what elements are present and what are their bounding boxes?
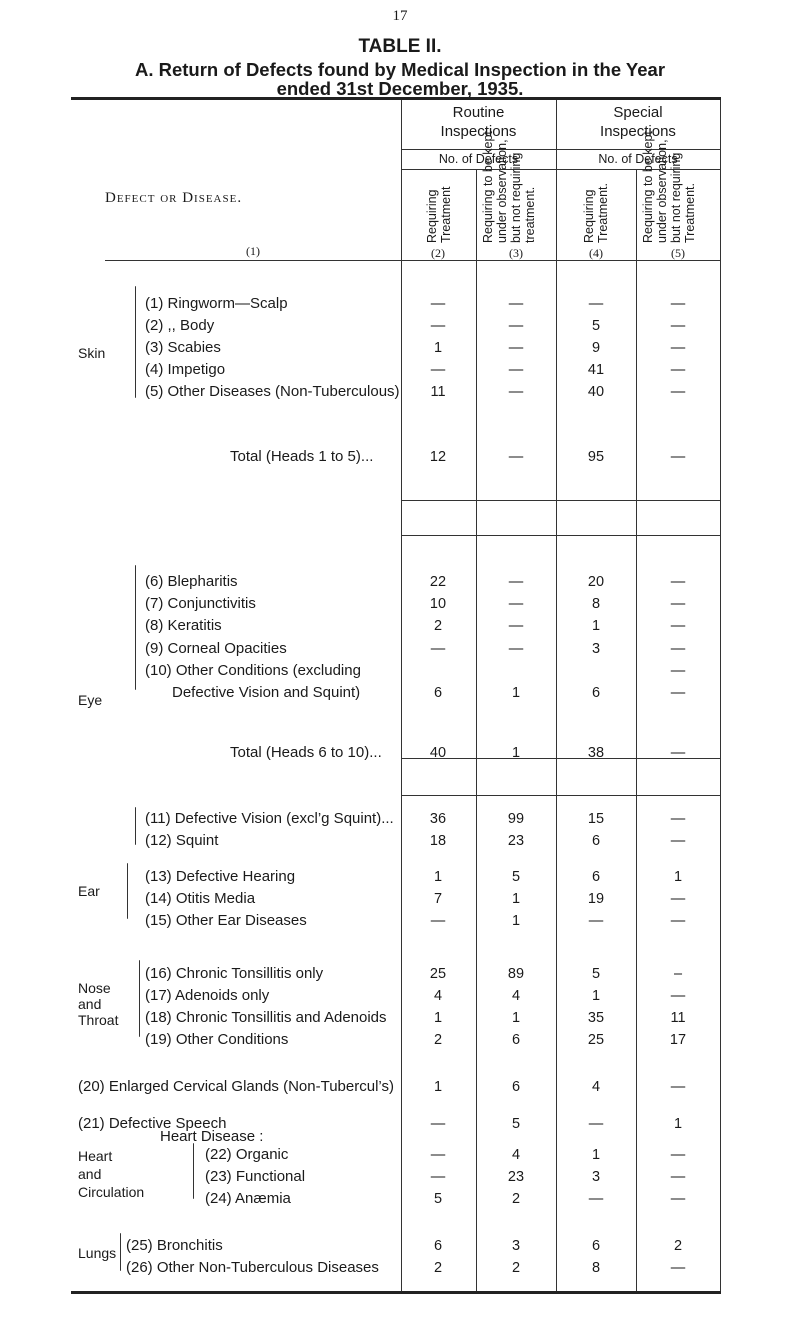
cell-col2: 4 [433, 988, 443, 1004]
category-lungs: Lungs [78, 1245, 117, 1261]
cell-col3: — [508, 296, 524, 312]
table-subtitle [0, 60, 800, 98]
cell-col4: — [588, 913, 604, 929]
rule-v-7 [720, 100, 721, 1291]
cell-col4: 3 [591, 1169, 601, 1185]
col3-header-line3: but not requiring [509, 152, 523, 243]
cell-col3: 3 [511, 1238, 521, 1254]
cell-col5: — [670, 641, 686, 657]
col-number-5: (5) [671, 246, 685, 260]
col4-header-line2: Treatment. [596, 183, 610, 243]
row-label: (1) Ringworm—Scalp [145, 295, 288, 312]
cell-col2: 1 [433, 340, 443, 356]
special-header-line2: Inspections [600, 123, 676, 140]
cell-col4: 35 [587, 1010, 605, 1026]
cell-col4: 9 [591, 340, 601, 356]
cell-col3: 23 [507, 833, 525, 849]
cell-col5: — [670, 384, 686, 400]
col3-header [481, 131, 537, 243]
col4-header [582, 183, 610, 243]
brace-vision [135, 807, 136, 845]
cell-col3: — [508, 384, 524, 400]
category-heart-line1: Heart [78, 1148, 113, 1164]
cell-col3: 6 [511, 1032, 521, 1048]
cell-col4: — [588, 1191, 604, 1207]
cell-col3: 23 [507, 1169, 525, 1185]
rule-total1-top [401, 500, 720, 501]
cell-col3: 1 [511, 1010, 521, 1026]
cell-col3: 1 [511, 891, 521, 907]
cell-col2: 2 [433, 1032, 443, 1048]
row-label: (4) Impetigo [145, 361, 226, 378]
cell-col5: 2 [673, 1238, 683, 1254]
row-label: (13) Defective Hearing [145, 868, 296, 885]
row-label: Total (Heads 1 to 5)... [230, 448, 374, 465]
col5-header-line2: under observation, [655, 139, 669, 243]
row-label: (8) Keratitis [145, 617, 222, 634]
cell-col2: 22 [429, 574, 447, 590]
cell-col2: 1 [433, 1079, 443, 1095]
special-no-of-defects: No. of Defects [598, 152, 678, 166]
cell-col3: 1 [511, 913, 521, 929]
category-nose-line2: and [78, 996, 102, 1012]
cell-col4: 41 [587, 362, 605, 378]
col5-header-line4: Treatment. [683, 183, 697, 243]
heart-disease-subheading: Heart Disease : [160, 1128, 264, 1145]
row-label: (17) Adenoids only [145, 987, 270, 1004]
col-number-2: (2) [431, 246, 445, 260]
col-number-3: (3) [509, 246, 523, 260]
cell-col2: — [430, 318, 446, 334]
cell-col5: — [670, 1169, 686, 1185]
cell-col4: 1 [591, 618, 601, 634]
cell-col3: 4 [511, 988, 521, 1004]
row-label: (26) Other Non-Tuberculous Diseases [126, 1259, 379, 1276]
brace-heart [193, 1143, 194, 1199]
row-label: (18) Chronic Tonsillitis and Adenoids [145, 1009, 387, 1026]
cell-col5: – [673, 966, 683, 982]
cell-col2: 11 [430, 384, 446, 400]
subtitle-line-1: A. Return of Defects found by Medical Inspection in the Year [134, 59, 666, 80]
col2-header-line1: Requiring [425, 189, 439, 243]
cell-col3: — [508, 596, 524, 612]
cell-col3: 2 [511, 1260, 521, 1276]
cell-col2: 12 [429, 449, 447, 465]
cell-col5: — [670, 574, 686, 590]
cell-col2: — [430, 362, 446, 378]
cell-col2: 1 [433, 869, 443, 885]
cell-col5: — [670, 596, 686, 612]
col3-header-line4: treatment. [523, 186, 537, 243]
cell-col2: — [430, 913, 446, 929]
category-skin: Skin [78, 345, 106, 361]
col5-header-line3: but not requiring [669, 152, 683, 243]
row-label: (16) Chronic Tonsillitis only [145, 965, 324, 982]
row-label: (2) ,, Body [145, 317, 215, 334]
rule-total1-bottom [401, 535, 720, 536]
cell-col4: 6 [591, 833, 601, 849]
row-label: Total (Heads 6 to 10)... [230, 744, 382, 761]
brace-lungs [120, 1233, 121, 1271]
special-header-line1: Special [613, 104, 663, 121]
category-eye: Eye [78, 692, 103, 708]
cell-col3: 99 [507, 811, 525, 827]
rule-total2-bottom [401, 795, 720, 796]
cell-col4: 8 [591, 596, 601, 612]
cell-col4: 5 [591, 966, 601, 982]
cell-col4: 40 [587, 384, 605, 400]
category-heart-line2: and [78, 1166, 102, 1182]
row-label: (7) Conjunctivitis [145, 595, 256, 612]
col3-header-line1: Requiring to be kept [481, 131, 495, 243]
brace-ear [127, 863, 128, 919]
cell-col5: — [670, 833, 686, 849]
brace-eye [135, 565, 136, 690]
cell-col3: 89 [507, 966, 525, 982]
routine-header-line1: Routine [452, 104, 505, 121]
cell-col4: — [588, 1116, 604, 1132]
cell-col4: 8 [591, 1260, 601, 1276]
category-heart-line3: Circulation [78, 1184, 145, 1200]
cell-col2: 6 [433, 1238, 443, 1254]
cell-col2: 7 [433, 891, 443, 907]
cell-col3: 1 [511, 685, 521, 701]
cell-col5: — [670, 362, 686, 378]
rule-v-5 [476, 170, 477, 260]
page-number: 17 [392, 8, 408, 24]
row-label: (14) Otitis Media [145, 890, 256, 907]
cell-col2: 5 [433, 1191, 443, 1207]
col3-header-line2: under observation, [495, 139, 509, 243]
row-label: Defective Vision and Squint) [172, 684, 361, 701]
row-label: (5) Other Diseases (Non-Tuberculous) [145, 383, 400, 400]
cell-col2: — [430, 1147, 446, 1163]
row-label: (11) Defective Vision (excl’g Squint)... [145, 810, 394, 827]
cell-col2: — [430, 296, 446, 312]
cell-col2: 2 [433, 618, 443, 634]
cell-col5: — [670, 1191, 686, 1207]
defect-header: Defect or Disease. [105, 190, 243, 206]
cell-col2: 36 [429, 811, 447, 827]
row-label: (9) Corneal Opacities [145, 640, 287, 657]
row-label: (25) Bronchitis [126, 1237, 223, 1254]
cell-col5: — [670, 449, 686, 465]
cell-col4: 19 [587, 891, 605, 907]
cell-col5: — [670, 296, 686, 312]
cell-col4: 6 [591, 685, 601, 701]
row-label: (6) Blepharitis [145, 573, 238, 590]
routine-no-of-defects: No. of Defects [438, 152, 519, 166]
cell-col2: 40 [429, 745, 447, 761]
cell-col3: 5 [511, 869, 521, 885]
cell-col3: — [508, 340, 524, 356]
cell-col2: — [430, 641, 446, 657]
table-title: TABLE II. [358, 36, 442, 57]
cell-col4: 5 [591, 318, 601, 334]
cell-col5: — [670, 618, 686, 634]
rule-v-4 [636, 260, 637, 1291]
cell-col3: 2 [511, 1191, 521, 1207]
cell-col5: — [670, 663, 686, 679]
cell-col4: 4 [591, 1079, 601, 1095]
cell-col4: 38 [587, 745, 605, 761]
row-label: (10) Other Conditions (excluding [145, 662, 361, 679]
cell-col4: 1 [591, 988, 601, 1004]
row-label: (21) Defective Speech [78, 1115, 227, 1132]
cell-col4: 20 [587, 574, 605, 590]
routine-header-line2: Inspections [440, 123, 517, 140]
row-label: (19) Other Conditions [145, 1031, 289, 1048]
rule-v-3 [556, 100, 557, 1291]
category-nose-throat [78, 980, 118, 1028]
brace-skin [135, 286, 136, 398]
cell-col5: 1 [673, 869, 683, 885]
cell-col3: 4 [511, 1147, 521, 1163]
cell-col2: 6 [433, 685, 443, 701]
cell-col5: — [670, 913, 686, 929]
cell-col2: — [430, 1169, 446, 1185]
category-nose-line1: Nose [78, 980, 111, 996]
brace-nose [139, 960, 140, 1037]
cell-col2: 10 [429, 596, 447, 612]
col-number-1: (1) [246, 244, 260, 258]
cell-col4: 25 [587, 1032, 605, 1048]
cell-col5: — [670, 1147, 686, 1163]
cell-col5: — [670, 811, 686, 827]
cell-col5: — [670, 988, 686, 1004]
col2-header [425, 186, 453, 243]
category-nose-line3: Throat [78, 1012, 119, 1028]
cell-col4: 6 [591, 869, 601, 885]
cell-col3: 5 [511, 1116, 521, 1132]
row-label: (15) Other Ear Diseases [145, 912, 307, 929]
cell-col2: — [430, 1116, 446, 1132]
cell-col4: 15 [587, 811, 605, 827]
col2-header-line2: Treatment [439, 186, 453, 243]
cell-col5: 17 [669, 1032, 687, 1048]
category-heart [78, 1147, 144, 1201]
cell-col3: — [508, 574, 524, 590]
cell-col3: — [508, 362, 524, 378]
row-label: (20) Enlarged Cervical Glands (Non-Tubercul’s) [78, 1078, 394, 1095]
cell-col5: — [670, 685, 686, 701]
cell-col3: 6 [511, 1079, 521, 1095]
cell-col5: — [670, 340, 686, 356]
cell-col2: 25 [429, 966, 447, 982]
col5-header-line1: Requiring to be kept [641, 131, 655, 243]
cell-col4: 95 [587, 449, 605, 465]
cell-col2: 2 [433, 1260, 443, 1276]
cell-col3: — [508, 449, 524, 465]
cell-col5: — [670, 891, 686, 907]
col-number-4: (4) [589, 246, 603, 260]
cell-col4: — [588, 296, 604, 312]
cell-col3: 1 [511, 745, 521, 761]
row-label: (22) Organic [205, 1146, 289, 1163]
col5-header [641, 131, 697, 243]
cell-col2: 1 [433, 1010, 443, 1026]
rule-v-1 [401, 100, 402, 1291]
cell-col2: 18 [429, 833, 447, 849]
subtitle-line-2: ended 31st December, 1935. [276, 78, 524, 99]
category-ear: Ear [78, 883, 100, 899]
cell-col4: 6 [591, 1238, 601, 1254]
cell-col5: 11 [670, 1010, 686, 1026]
cell-col3: — [508, 318, 524, 334]
cell-col4: 3 [591, 641, 601, 657]
rule-h-3 [105, 260, 720, 261]
cell-col5: — [670, 1079, 686, 1095]
row-label: (23) Functional [205, 1168, 306, 1185]
rule-v-6 [636, 170, 637, 260]
cell-col5: 1 [673, 1116, 683, 1132]
row-label: (3) Scabies [145, 339, 221, 356]
cell-col3: — [508, 618, 524, 634]
row-label: (24) Anæmia [205, 1190, 291, 1207]
col4-header-line1: Requiring [582, 189, 596, 243]
cell-col5: — [670, 318, 686, 334]
cell-col4: 1 [591, 1147, 601, 1163]
cell-col3: — [508, 641, 524, 657]
rule-v-2 [476, 260, 477, 1291]
row-label: (12) Squint [145, 832, 219, 849]
cell-col5: — [670, 1260, 686, 1276]
cell-col5: — [670, 745, 686, 761]
